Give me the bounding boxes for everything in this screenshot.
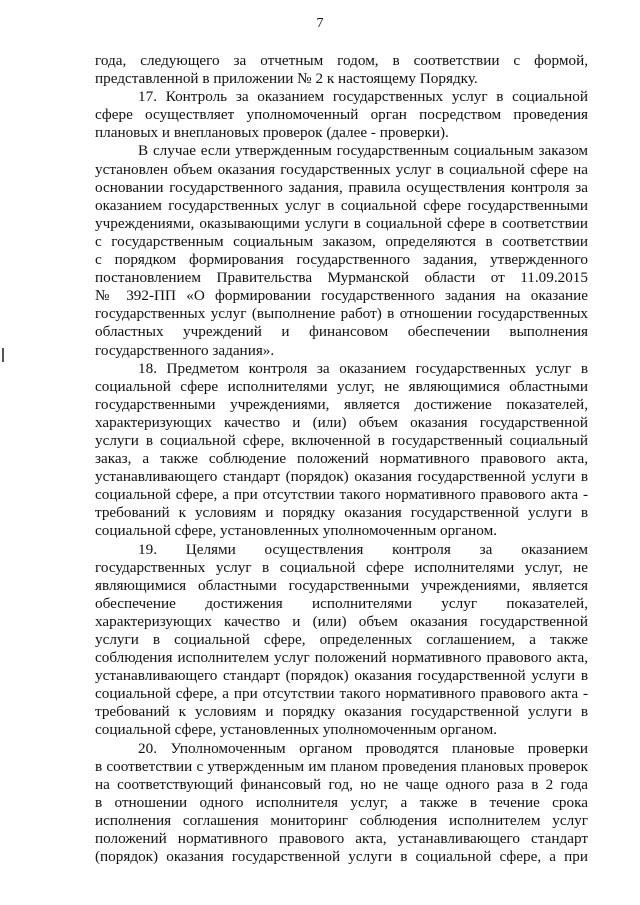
text-line: исполнения соглашения мониторинг соблюдения исполнителем услуг — [95, 811, 588, 829]
text-line: установлен объем оказания государственных услуг в социальной сфере на — [95, 160, 588, 178]
text-line: государственных услуг (выполнение работ) в отношении государственных — [95, 305, 588, 323]
paragraph-19-line: 19. Целями осуществления контроля за оказанием — [138, 540, 588, 558]
text-line: с государственным социальным заказом, определяются в соответствии — [95, 232, 588, 250]
text-line: государственными учреждениями, является достижение показателей, — [95, 395, 588, 413]
text-line: сфере осуществляет уполномоченный орган посредством проведения — [95, 106, 588, 124]
text-line: (порядок) оказания государственной услуги в социальной сфере, а при — [95, 848, 588, 866]
text-line: соблюдения исполнителем услуг положений нормативного правового акта, — [95, 649, 588, 667]
text-line: заказ, а также соблюдение положений нормативного правового акта, — [95, 450, 588, 468]
text-line: услуги в социальной сфере, определенных соглашением, а также — [95, 631, 588, 648]
paragraph-20-line: 20. Уполномоченным органом проводятся плановые проверки — [138, 739, 588, 757]
text-line: в соответствии с утвержденным им планом проведения плановых проверок — [95, 757, 588, 775]
text-line: социальной сфере, а при отсутствии такого нормативного правового акта - — [95, 486, 588, 504]
page-number: 7 — [316, 16, 324, 31]
text-line: требований к условиям и порядку оказания государственной услуги в — [95, 504, 588, 522]
text-line: государственного задания». — [95, 341, 275, 359]
text-line: представленной в приложении № 2 к настоящему Порядку. — [95, 70, 478, 88]
text-line: года, следующего за отчетным годом, в соответствии с формой, — [95, 52, 588, 69]
text-line: с порядком формирования государственного задания, утвержденного — [95, 251, 588, 269]
text-line: на соответствующий финансовый год, но не чаще одного раза в 2 года — [95, 775, 588, 793]
text-line: положений нормативного правового акта, устанавливающего стандарт — [95, 830, 588, 848]
text-line: в отношении одного исполнителя услуг, а также в течение срока — [95, 793, 588, 811]
margin-mark — [2, 348, 4, 362]
text-line: требований к условиям и порядку оказания государственной услуги в — [95, 703, 588, 721]
text-line: устанавливающего стандарт (порядок) оказания государственной услуги в — [95, 667, 588, 685]
text-line: социальной сфере, установленных уполномоченным органом. — [95, 522, 497, 540]
paragraph-17-line: 17. Контроль за оказанием государственных услуг в социальной — [138, 88, 588, 106]
text-line: государственных услуг в социальной сфере исполнителями услуг, не — [95, 558, 588, 576]
text-line: основании государственного задания, правила осуществления контроля за — [95, 178, 588, 196]
text-line: социальной сфере исполнителями услуг, не являющимися областными — [95, 377, 588, 395]
text-line: постановлением Правительства Мурманской области от 11.09.2015 — [95, 269, 588, 287]
text-line: социальной сфере, а при отсутствии такого нормативного правового акта - — [95, 685, 588, 703]
text-line: № 392-ПП «О формировании государственного задания на оказание — [95, 287, 588, 305]
document-body — [95, 52, 588, 866]
text-line: обеспечение достижения исполнителями услуг показателей, — [95, 594, 588, 612]
text-line: устанавливающего стандарт (порядок) оказания государственной услуги в — [95, 468, 588, 486]
text-line: оказанием государственных услуг в социальной сфере государственными — [95, 196, 588, 214]
text-line: являющимися областными государственными учреждениями, является — [95, 576, 588, 594]
text-line: плановых и внеплановых проверок (далее - проверки). — [95, 124, 449, 142]
text-line: социальной сфере, установленных уполномоченным органом. — [95, 721, 497, 739]
text-line: характеризующих качество и (или) объем оказания государственной — [95, 413, 588, 431]
text-line: областных учреждений и финансовом обеспечении выполнения — [95, 323, 588, 341]
text-line: услуги в социальной сфере, включенной в государственный социальный — [95, 431, 588, 449]
text-line: учреждениями, оказывающими услуги в социальной сфере в соответствии — [95, 214, 588, 232]
text-line: В случае если утвержденным государственным социальным заказом — [138, 142, 588, 160]
paragraph-18-line: 18. Предметом контроля за оказанием государственных услуг в — [138, 359, 588, 377]
text-line: характеризующих качество и (или) объем оказания государственной — [95, 612, 588, 630]
